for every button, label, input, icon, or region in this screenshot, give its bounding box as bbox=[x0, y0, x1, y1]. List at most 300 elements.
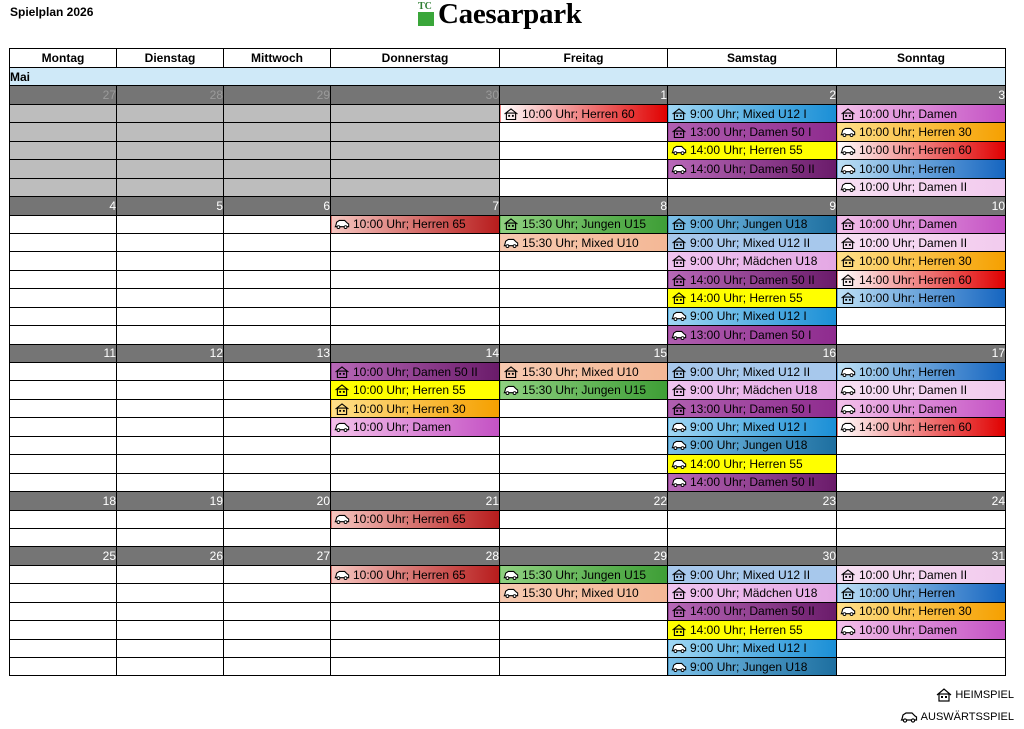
event-row bbox=[10, 602, 1006, 620]
empty-slot bbox=[10, 418, 117, 436]
empty-slot bbox=[837, 639, 1006, 657]
house-icon bbox=[671, 605, 687, 617]
event-row bbox=[10, 455, 1006, 473]
match-text: 9:00 Uhr; Mädchen U18 bbox=[690, 585, 818, 600]
match-text: 9:00 Uhr; Mädchen U18 bbox=[690, 383, 818, 398]
match-text: 14:00 Uhr; Herren 55 bbox=[690, 622, 803, 637]
day-number: 2 bbox=[668, 86, 837, 104]
empty-slot bbox=[500, 252, 668, 270]
empty-slot bbox=[224, 289, 331, 307]
empty-slot bbox=[117, 289, 224, 307]
empty-slot bbox=[668, 510, 837, 528]
away-match bbox=[668, 326, 837, 344]
event-row bbox=[10, 289, 1006, 307]
home-match bbox=[668, 565, 837, 583]
match-text: 10:00 Uhr; Herren bbox=[859, 161, 956, 176]
match-text: 15:30 Uhr; Jungen U15 bbox=[522, 567, 647, 582]
day-number: 28 bbox=[331, 547, 500, 565]
day-number: 20 bbox=[224, 492, 331, 510]
match-text: 10:00 Uhr; Herren 65 bbox=[353, 512, 466, 527]
empty-slot bbox=[10, 215, 117, 233]
empty-slot bbox=[10, 621, 117, 639]
weekday-header: Dienstag bbox=[117, 49, 224, 68]
home-match bbox=[668, 270, 837, 288]
empty-slot bbox=[500, 639, 668, 657]
empty-slot bbox=[10, 658, 117, 676]
house-icon bbox=[671, 403, 687, 415]
weekday-header: Mittwoch bbox=[224, 49, 331, 68]
event-row bbox=[10, 399, 1006, 417]
schedule-calendar bbox=[9, 48, 1006, 676]
match-text: 9:00 Uhr; Mädchen U18 bbox=[690, 254, 818, 269]
empty-slot bbox=[117, 436, 224, 454]
empty-slot bbox=[331, 473, 500, 491]
match-text: 9:00 Uhr; Mixed U12 II bbox=[690, 567, 811, 582]
empty-slot bbox=[10, 326, 117, 344]
empty-slot bbox=[224, 270, 331, 288]
away-match bbox=[837, 141, 1006, 159]
match-text: 10:00 Uhr; Damen II bbox=[859, 567, 968, 582]
empty-slot bbox=[224, 639, 331, 657]
car-icon bbox=[840, 181, 856, 193]
home-match bbox=[331, 363, 500, 381]
empty-slot bbox=[224, 141, 331, 159]
match-text: 10:00 Uhr; Herren 30 bbox=[859, 604, 972, 619]
car-icon bbox=[840, 144, 856, 156]
house-icon bbox=[840, 218, 856, 230]
empty-slot bbox=[10, 510, 117, 528]
match-text: 13:00 Uhr; Damen 50 I bbox=[690, 327, 812, 342]
week-date-row bbox=[10, 547, 1006, 565]
home-match bbox=[837, 252, 1006, 270]
empty-slot bbox=[837, 455, 1006, 473]
empty-slot bbox=[331, 233, 500, 251]
empty-slot bbox=[331, 178, 500, 196]
match-text: 14:00 Uhr; Herren 55 bbox=[690, 143, 803, 158]
away-match bbox=[837, 418, 1006, 436]
house-icon bbox=[840, 569, 856, 581]
day-number: 17 bbox=[837, 344, 1006, 362]
legend-home bbox=[936, 688, 1014, 702]
away-match bbox=[500, 233, 668, 251]
weekday-header: Sonntag bbox=[837, 49, 1006, 68]
match-text: 10:00 Uhr; Damen II bbox=[859, 235, 968, 250]
away-match bbox=[837, 160, 1006, 178]
away-match bbox=[668, 455, 837, 473]
house-icon bbox=[671, 587, 687, 599]
car-icon bbox=[503, 569, 519, 581]
match-text: 10:00 Uhr; Damen bbox=[859, 217, 958, 232]
day-number: 30 bbox=[331, 86, 500, 104]
empty-slot bbox=[10, 399, 117, 417]
car-icon bbox=[671, 421, 687, 433]
empty-slot bbox=[117, 528, 224, 546]
empty-slot bbox=[117, 510, 224, 528]
match-text: 10:00 Uhr; Damen bbox=[353, 420, 452, 435]
match-text: 15:30 Uhr; Mixed U10 bbox=[522, 364, 639, 379]
month-label: Mai bbox=[10, 68, 1006, 86]
house-icon bbox=[503, 218, 519, 230]
day-number: 31 bbox=[837, 547, 1006, 565]
match-text: 15:30 Uhr; Jungen U15 bbox=[522, 217, 647, 232]
day-number: 4 bbox=[10, 197, 117, 215]
house-icon bbox=[503, 108, 519, 120]
week-date-row bbox=[10, 86, 1006, 104]
empty-slot bbox=[10, 270, 117, 288]
event-row bbox=[10, 178, 1006, 196]
home-match bbox=[500, 104, 668, 122]
empty-slot bbox=[500, 178, 668, 196]
match-text: 10:00 Uhr; Damen bbox=[859, 106, 958, 121]
house-icon bbox=[671, 384, 687, 396]
empty-slot bbox=[331, 602, 500, 620]
home-match bbox=[668, 363, 837, 381]
empty-slot bbox=[500, 436, 668, 454]
away-match bbox=[837, 178, 1006, 196]
empty-slot bbox=[500, 658, 668, 676]
empty-slot bbox=[117, 233, 224, 251]
empty-slot bbox=[224, 565, 331, 583]
car-icon bbox=[503, 237, 519, 249]
empty-slot bbox=[10, 565, 117, 583]
house-icon bbox=[671, 366, 687, 378]
empty-slot bbox=[500, 326, 668, 344]
away-match bbox=[668, 436, 837, 454]
match-text: 9:00 Uhr; Jungen U18 bbox=[690, 217, 808, 232]
match-text: 10:00 Uhr; Herren 30 bbox=[353, 401, 466, 416]
event-row bbox=[10, 160, 1006, 178]
car-icon bbox=[840, 163, 856, 175]
car-icon bbox=[840, 624, 856, 636]
house-icon bbox=[671, 292, 687, 304]
event-row bbox=[10, 639, 1006, 657]
empty-slot bbox=[668, 178, 837, 196]
day-number: 14 bbox=[331, 344, 500, 362]
car-icon bbox=[671, 642, 687, 654]
empty-slot bbox=[500, 510, 668, 528]
match-text: 9:00 Uhr; Mixed U12 II bbox=[690, 235, 811, 250]
home-match bbox=[837, 104, 1006, 122]
empty-slot bbox=[117, 584, 224, 602]
home-match bbox=[837, 215, 1006, 233]
empty-slot bbox=[117, 270, 224, 288]
empty-slot bbox=[331, 289, 500, 307]
empty-slot bbox=[331, 252, 500, 270]
house-icon bbox=[840, 587, 856, 599]
empty-slot bbox=[224, 326, 331, 344]
empty-slot bbox=[500, 418, 668, 436]
match-text: 14:00 Uhr; Damen 50 II bbox=[690, 604, 815, 619]
home-match bbox=[837, 565, 1006, 583]
empty-slot bbox=[331, 270, 500, 288]
empty-slot bbox=[331, 326, 500, 344]
home-match bbox=[668, 621, 837, 639]
event-row bbox=[10, 584, 1006, 602]
event-row bbox=[10, 270, 1006, 288]
car-icon bbox=[671, 476, 687, 488]
house-icon bbox=[334, 366, 350, 378]
car-icon bbox=[840, 384, 856, 396]
match-text: 10:00 Uhr; Herren 30 bbox=[859, 254, 972, 269]
empty-slot bbox=[500, 270, 668, 288]
match-text: 14:00 Uhr; Herren 60 bbox=[859, 420, 972, 435]
match-text: 10:00 Uhr; Damen 50 II bbox=[353, 364, 478, 379]
empty-slot bbox=[331, 621, 500, 639]
empty-slot bbox=[224, 473, 331, 491]
day-number: 5 bbox=[117, 197, 224, 215]
day-number: 19 bbox=[117, 492, 224, 510]
match-text: 9:00 Uhr; Mixed U12 I bbox=[690, 641, 807, 656]
weekday-header: Donnerstag bbox=[331, 49, 500, 68]
house-icon bbox=[671, 218, 687, 230]
home-match bbox=[668, 399, 837, 417]
empty-slot bbox=[117, 141, 224, 159]
empty-slot bbox=[10, 436, 117, 454]
match-text: 10:00 Uhr; Damen II bbox=[859, 180, 968, 195]
empty-slot bbox=[117, 104, 224, 122]
home-match bbox=[668, 584, 837, 602]
empty-slot bbox=[117, 326, 224, 344]
match-text: 9:00 Uhr; Jungen U18 bbox=[690, 438, 808, 453]
day-number: 6 bbox=[224, 197, 331, 215]
empty-slot bbox=[224, 399, 331, 417]
empty-slot bbox=[224, 123, 331, 141]
match-text: 14:00 Uhr; Damen 50 II bbox=[690, 475, 815, 490]
home-match bbox=[500, 363, 668, 381]
empty-slot bbox=[10, 104, 117, 122]
away-match bbox=[500, 565, 668, 583]
weekday-header: Montag bbox=[10, 49, 117, 68]
logo-tc: TC bbox=[418, 1, 432, 12]
empty-slot bbox=[10, 602, 117, 620]
empty-slot bbox=[224, 160, 331, 178]
car-icon bbox=[334, 569, 350, 581]
away-match bbox=[837, 123, 1006, 141]
month-row bbox=[10, 68, 1006, 86]
house-icon bbox=[671, 237, 687, 249]
day-number: 28 bbox=[117, 86, 224, 104]
away-match bbox=[331, 215, 500, 233]
empty-slot bbox=[500, 621, 668, 639]
club-logo bbox=[418, 0, 582, 30]
empty-slot bbox=[500, 602, 668, 620]
match-text: 9:00 Uhr; Mixed U12 I bbox=[690, 309, 807, 324]
away-match bbox=[668, 418, 837, 436]
house-icon bbox=[671, 569, 687, 581]
house-icon bbox=[840, 292, 856, 304]
away-match bbox=[837, 381, 1006, 399]
empty-slot bbox=[224, 436, 331, 454]
day-number: 24 bbox=[837, 492, 1006, 510]
empty-slot bbox=[117, 621, 224, 639]
day-number: 15 bbox=[500, 344, 668, 362]
empty-slot bbox=[331, 455, 500, 473]
event-row bbox=[10, 418, 1006, 436]
car-icon bbox=[671, 661, 687, 673]
match-text: 10:00 Uhr; Damen II bbox=[859, 383, 968, 398]
home-match bbox=[668, 602, 837, 620]
house-icon bbox=[936, 688, 952, 702]
empty-slot bbox=[331, 584, 500, 602]
day-number: 27 bbox=[10, 86, 117, 104]
event-row bbox=[10, 658, 1006, 676]
empty-slot bbox=[331, 658, 500, 676]
event-row bbox=[10, 104, 1006, 122]
day-number: 30 bbox=[668, 547, 837, 565]
empty-slot bbox=[10, 473, 117, 491]
car-icon bbox=[840, 421, 856, 433]
match-text: 14:00 Uhr; Herren 55 bbox=[690, 290, 803, 305]
event-row bbox=[10, 233, 1006, 251]
empty-slot bbox=[117, 455, 224, 473]
empty-slot bbox=[224, 381, 331, 399]
empty-slot bbox=[500, 141, 668, 159]
house-icon bbox=[840, 237, 856, 249]
match-text: 10:00 Uhr; Herren 55 bbox=[353, 383, 466, 398]
house-icon bbox=[503, 366, 519, 378]
home-match bbox=[668, 123, 837, 141]
empty-slot bbox=[117, 123, 224, 141]
empty-slot bbox=[837, 658, 1006, 676]
home-match bbox=[837, 270, 1006, 288]
empty-slot bbox=[10, 455, 117, 473]
away-match bbox=[668, 160, 837, 178]
empty-slot bbox=[500, 123, 668, 141]
event-row bbox=[10, 363, 1006, 381]
match-text: 10:00 Uhr; Damen bbox=[859, 622, 958, 637]
away-match bbox=[837, 621, 1006, 639]
empty-slot bbox=[500, 399, 668, 417]
empty-slot bbox=[224, 178, 331, 196]
car-icon bbox=[671, 144, 687, 156]
house-icon bbox=[671, 108, 687, 120]
empty-slot bbox=[10, 178, 117, 196]
week-date-row bbox=[10, 197, 1006, 215]
match-text: 9:00 Uhr; Mixed U12 II bbox=[690, 364, 811, 379]
empty-slot bbox=[117, 307, 224, 325]
match-text: 15:30 Uhr; Jungen U15 bbox=[522, 383, 647, 398]
home-match bbox=[668, 104, 837, 122]
empty-slot bbox=[117, 178, 224, 196]
empty-slot bbox=[10, 307, 117, 325]
match-text: 10:00 Uhr; Damen bbox=[859, 401, 958, 416]
day-number: 7 bbox=[331, 197, 500, 215]
match-text: 10:00 Uhr; Herren 65 bbox=[353, 217, 466, 232]
empty-slot bbox=[117, 399, 224, 417]
car-icon bbox=[900, 711, 918, 723]
away-match bbox=[668, 141, 837, 159]
empty-slot bbox=[117, 565, 224, 583]
match-text: 9:00 Uhr; Jungen U18 bbox=[690, 659, 808, 674]
home-match bbox=[837, 289, 1006, 307]
home-match bbox=[331, 399, 500, 417]
house-icon bbox=[840, 108, 856, 120]
legend-away bbox=[900, 711, 1014, 723]
match-text: 10:00 Uhr; Herren bbox=[859, 290, 956, 305]
empty-slot bbox=[117, 160, 224, 178]
day-number: 29 bbox=[224, 86, 331, 104]
home-match bbox=[668, 233, 837, 251]
house-icon bbox=[671, 255, 687, 267]
event-row bbox=[10, 326, 1006, 344]
day-number: 1 bbox=[500, 86, 668, 104]
day-number: 11 bbox=[10, 344, 117, 362]
home-match bbox=[837, 584, 1006, 602]
empty-slot bbox=[117, 418, 224, 436]
home-match bbox=[668, 215, 837, 233]
away-match bbox=[331, 510, 500, 528]
match-text: 15:30 Uhr; Mixed U10 bbox=[522, 585, 639, 600]
car-icon bbox=[334, 218, 350, 230]
away-match bbox=[500, 584, 668, 602]
away-match bbox=[837, 399, 1006, 417]
empty-slot bbox=[331, 160, 500, 178]
day-number: 23 bbox=[668, 492, 837, 510]
car-icon bbox=[503, 384, 519, 396]
empty-slot bbox=[668, 528, 837, 546]
empty-slot bbox=[224, 528, 331, 546]
empty-slot bbox=[10, 639, 117, 657]
home-match bbox=[668, 381, 837, 399]
empty-slot bbox=[224, 363, 331, 381]
day-number: 12 bbox=[117, 344, 224, 362]
weekday-header-row bbox=[10, 49, 1006, 68]
empty-slot bbox=[117, 215, 224, 233]
empty-slot bbox=[10, 141, 117, 159]
page-title: Spielplan 2026 bbox=[10, 5, 94, 19]
day-number: 10 bbox=[837, 197, 1006, 215]
match-text: 10:00 Uhr; Herren 60 bbox=[859, 143, 972, 158]
match-text: 15:30 Uhr; Mixed U10 bbox=[522, 235, 639, 250]
day-number: 16 bbox=[668, 344, 837, 362]
empty-slot bbox=[224, 658, 331, 676]
empty-slot bbox=[117, 363, 224, 381]
event-row bbox=[10, 473, 1006, 491]
match-text: 9:00 Uhr; Mixed U12 I bbox=[690, 106, 807, 121]
empty-slot bbox=[117, 381, 224, 399]
car-icon bbox=[503, 587, 519, 599]
event-row bbox=[10, 565, 1006, 583]
week-date-row bbox=[10, 492, 1006, 510]
week-date-row bbox=[10, 344, 1006, 362]
legend-away-label: AUSWÄRTSSPIEL bbox=[920, 711, 1014, 723]
home-match bbox=[331, 381, 500, 399]
empty-slot bbox=[224, 418, 331, 436]
day-number: 21 bbox=[331, 492, 500, 510]
away-match bbox=[331, 418, 500, 436]
event-row bbox=[10, 510, 1006, 528]
house-icon bbox=[840, 274, 856, 286]
house-icon bbox=[671, 126, 687, 138]
away-match bbox=[837, 602, 1006, 620]
day-number: 8 bbox=[500, 197, 668, 215]
away-match bbox=[668, 658, 837, 676]
house-icon bbox=[671, 624, 687, 636]
logo-mark bbox=[418, 2, 436, 26]
empty-slot bbox=[500, 160, 668, 178]
empty-slot bbox=[10, 233, 117, 251]
empty-slot bbox=[837, 436, 1006, 454]
car-icon bbox=[671, 310, 687, 322]
match-text: 10:00 Uhr; Herren 60 bbox=[522, 106, 635, 121]
house-icon bbox=[671, 274, 687, 286]
event-row bbox=[10, 528, 1006, 546]
empty-slot bbox=[837, 510, 1006, 528]
empty-slot bbox=[10, 289, 117, 307]
event-row bbox=[10, 252, 1006, 270]
away-match bbox=[331, 565, 500, 583]
empty-slot bbox=[500, 473, 668, 491]
